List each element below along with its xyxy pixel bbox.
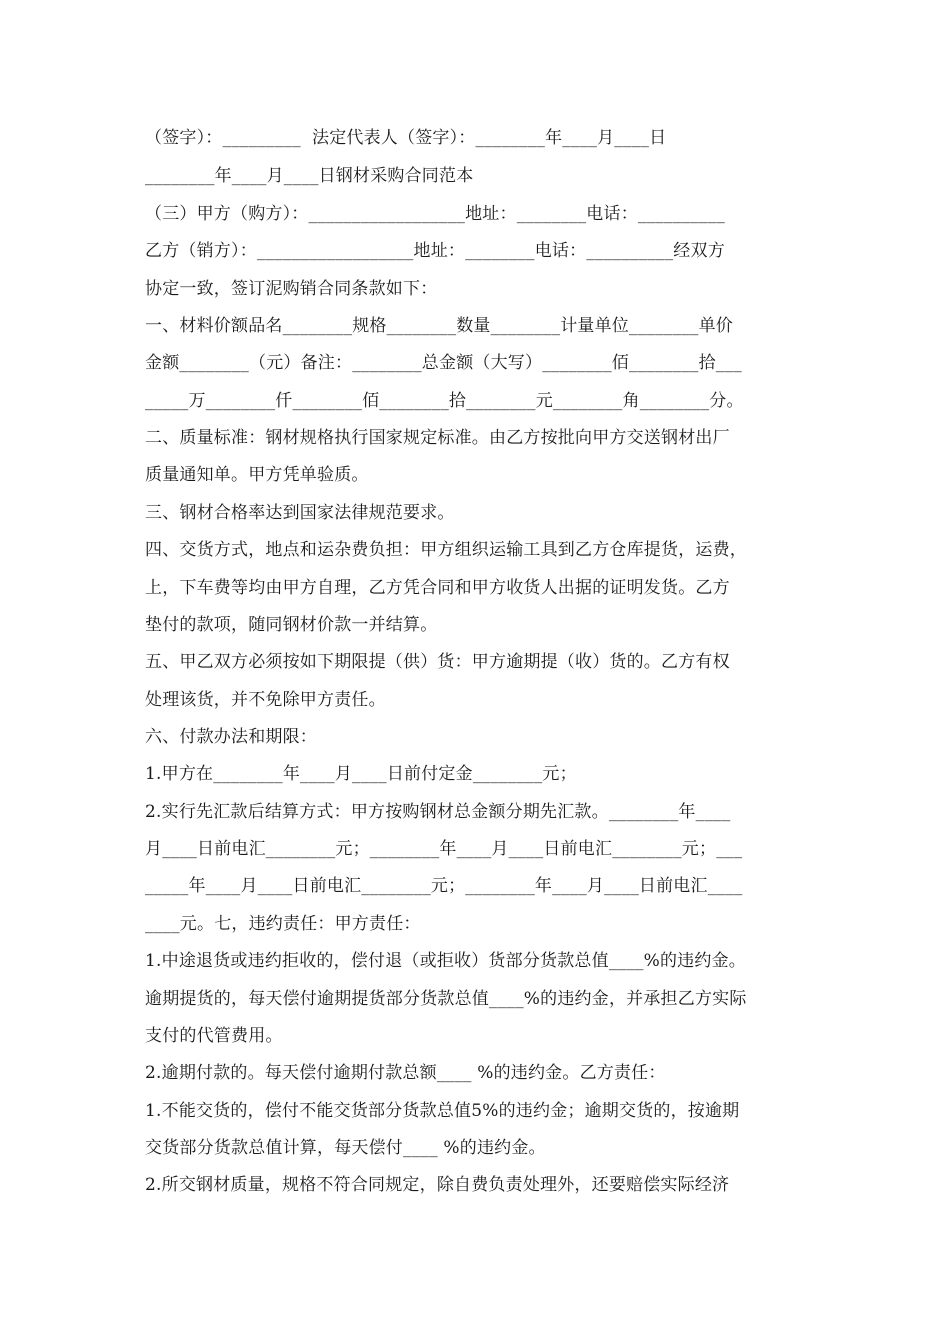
text-line: 2.实行先汇款后结算方式：甲方按购钢材总金额分期先汇款。________年____ [145, 802, 731, 822]
text-line: 六、付款办法和期限： [145, 727, 317, 747]
text-line: 处理该货，并不免除甲方责任。 [145, 690, 386, 710]
text-line: _____年____月____日前电汇________元；________年____月____日前电汇____ [145, 876, 743, 896]
text-line: 1.不能交货的，偿付不能交货部分货款总值5%的违约金；逾期交货的，按逾期 [145, 1101, 740, 1121]
text-line: 金额________（元）备注：________总金额（大写）________佰________拾___ [145, 353, 742, 373]
text-line: 乙方（销方）：__________________地址：________电话：__________经双方 [145, 241, 725, 261]
text-line: 月____日前电汇________元；________年____月____日前电汇________元；___ [145, 839, 743, 859]
text-line: 质量通知单。甲方凭单验质。 [145, 465, 369, 485]
text-line: 五、甲乙双方必须按如下期限提（供）货：甲方逾期提（收）货的。乙方有权 [145, 652, 730, 672]
text-line: ____元。七，违约责任：甲方责任： [145, 914, 421, 934]
text-line: 交货部分货款总值计算，每天偿付____ %的违约金。 [145, 1138, 546, 1158]
text-line: 二、质量标准：钢材规格执行国家规定标准。由乙方按批向甲方交送钢材出厂 [145, 428, 730, 448]
text-line: 2.所交钢材质量，规格不符合同规定，除自费负责处理外，还要赔偿实际经济 [145, 1175, 730, 1195]
text-line: （签字）：_________ 法定代表人（签字）：________年____月____日 [145, 128, 667, 148]
text-line: 2.逾期付款的。每天偿付逾期付款总额____ %的违约金。乙方责任： [145, 1063, 666, 1083]
text-line: 上，下车费等均由甲方自理，乙方凭合同和甲方收货人出据的证明发货。乙方 [145, 578, 730, 598]
text-line: 支付的代管费用。 [145, 1026, 283, 1046]
text-line: 逾期提货的，每天偿付逾期提货部分货款总值____%的违约金，并承担乙方实际 [145, 989, 747, 1009]
text-line: 三、钢材合格率达到国家法律规范要求。 [145, 503, 455, 523]
text-line: 垫付的款项，随同钢材价款一并结算。 [145, 615, 438, 635]
text-line: 协定一致，签订泥购销合同条款如下： [145, 279, 438, 299]
text-line: 一、材料价额品名________规格________数量________计量单位________单价 [145, 316, 733, 336]
text-line: （三）甲方（购方）：__________________地址：________电话：__________ [145, 204, 725, 224]
text-line: 1.中途退货或违约拒收的，偿付退（或拒收）货部分货款总值____%的违约金。 [145, 951, 746, 971]
text-line: 1.甲方在________年____月____日前付定金________元； [145, 764, 577, 784]
text-line: 四、交货方式，地点和运杂费负担：甲方组织运输工具到乙方仓库提货，运费， [145, 540, 747, 560]
text-line: _____万________仟________佰________拾________元________角________分。 [145, 391, 744, 411]
text-line: ________年____月____日钢材采购合同范本 [145, 166, 474, 186]
